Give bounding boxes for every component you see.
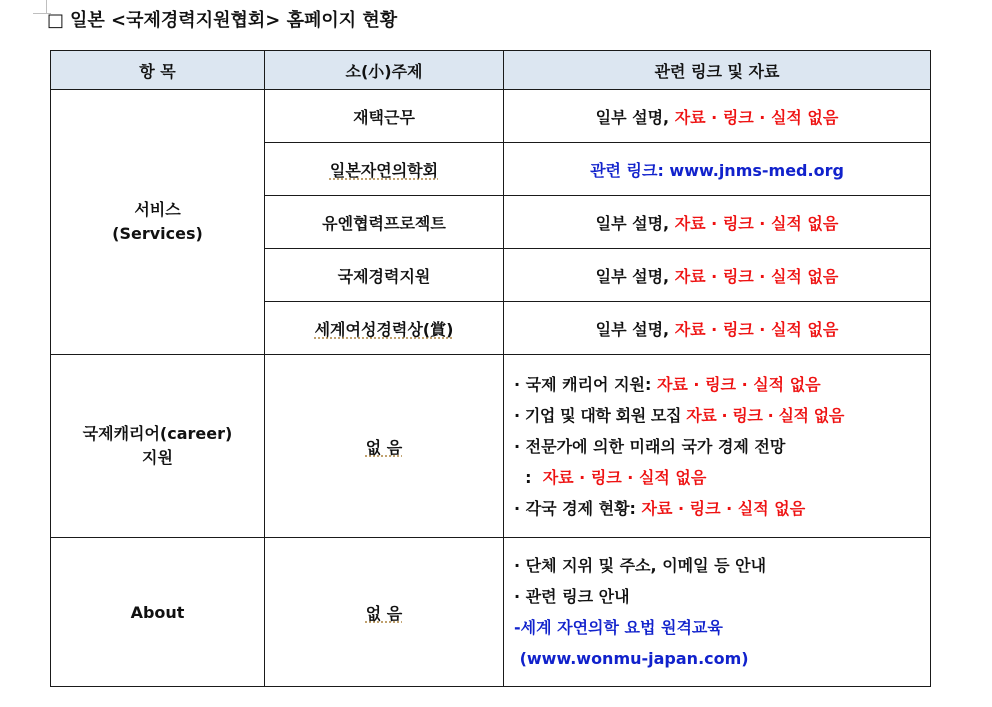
table-row [51,538,931,687]
subtopic-text: 세계여성경력상(賞) [314,319,454,339]
missing-data-text: 자료 · 링크 · 실적 없음 [674,107,839,127]
related-link[interactable]: 관련 링크: www.jnms-med.org [590,160,844,180]
education-link[interactable]: -세계 자연의학 요법 원격교육 [514,618,723,637]
subtopic-cell [265,538,504,687]
link-cell [504,143,931,196]
subtopic-text: 일본자연의학회 [329,160,439,180]
subtopic-cell [265,143,504,196]
description-text: 일부 설명, [595,319,675,339]
subtopic-text: 없 음 [365,603,403,623]
category-about: About [51,538,265,687]
subtopic-cell: 국제경력지원 [265,249,504,302]
link-cell [504,249,931,302]
header-category: 항 목 [51,51,265,90]
list-item [514,612,922,643]
link-cell [504,302,931,355]
category-career [51,355,265,538]
subtopic-cell [265,302,504,355]
missing-data-text: 자료 · 링크 · 실적 없음 [674,266,839,286]
description-text: 일부 설명, [595,213,675,233]
description-text: 일부 설명, [595,107,675,127]
about-items [504,538,931,687]
subtopic-cell: 재택근무 [265,90,504,143]
link-cell [504,196,931,249]
checkbox-square-icon: □ [47,10,65,31]
category-career-line1: 국제캐리어(career) [82,424,233,443]
subtopic-text: 없 음 [365,437,403,457]
list-item: · 각국 경제 현황: 자료 · 링크 · 실적 없음 [514,498,806,518]
wonmu-url-link[interactable]: (www.wonmu-japan.com) [514,649,749,668]
list-item: · 국제 캐리어 지원: 자료 · 링크 · 실적 없음 [514,374,821,394]
document-title [47,8,397,34]
missing-data-text: 자료 · 링크 · 실적 없음 [674,213,839,233]
category-services [51,90,265,355]
list-item: · 단체 지위 및 주소, 이메일 등 안내 [514,556,767,575]
link-cell [504,90,931,143]
title-text: 일본 <국제경력지원협회> 홈페이지 현황 [70,10,398,31]
table-header-row [51,51,931,90]
list-item: · 관련 링크 안내 [514,587,630,606]
list-item: · 기업 및 대학 회원 모집 자료 · 링크 · 실적 없음 [514,405,844,425]
header-subtopic: 소(小)주제 [265,51,504,90]
table-row [51,355,931,538]
table-row [51,90,931,143]
list-item [514,643,922,674]
list-item: · 전문가에 의한 미래의 국가 경제 전망 [514,436,786,456]
homepage-status-table [50,50,931,687]
subtopic-cell: 유엔협력프로젝트 [265,196,504,249]
missing-data-text: 자료 · 링크 · 실적 없음 [674,319,839,339]
subtopic-cell [265,355,504,538]
category-services-line2: (Services) [112,224,203,243]
career-items [504,355,931,538]
description-text: 일부 설명, [595,266,675,286]
category-services-line1: 서비스 [134,200,181,219]
header-links: 관련 링크 및 자료 [504,51,931,90]
category-career-line2: 지원 [142,448,173,467]
list-item: : 자료 · 링크 · 실적 없음 [514,467,707,487]
